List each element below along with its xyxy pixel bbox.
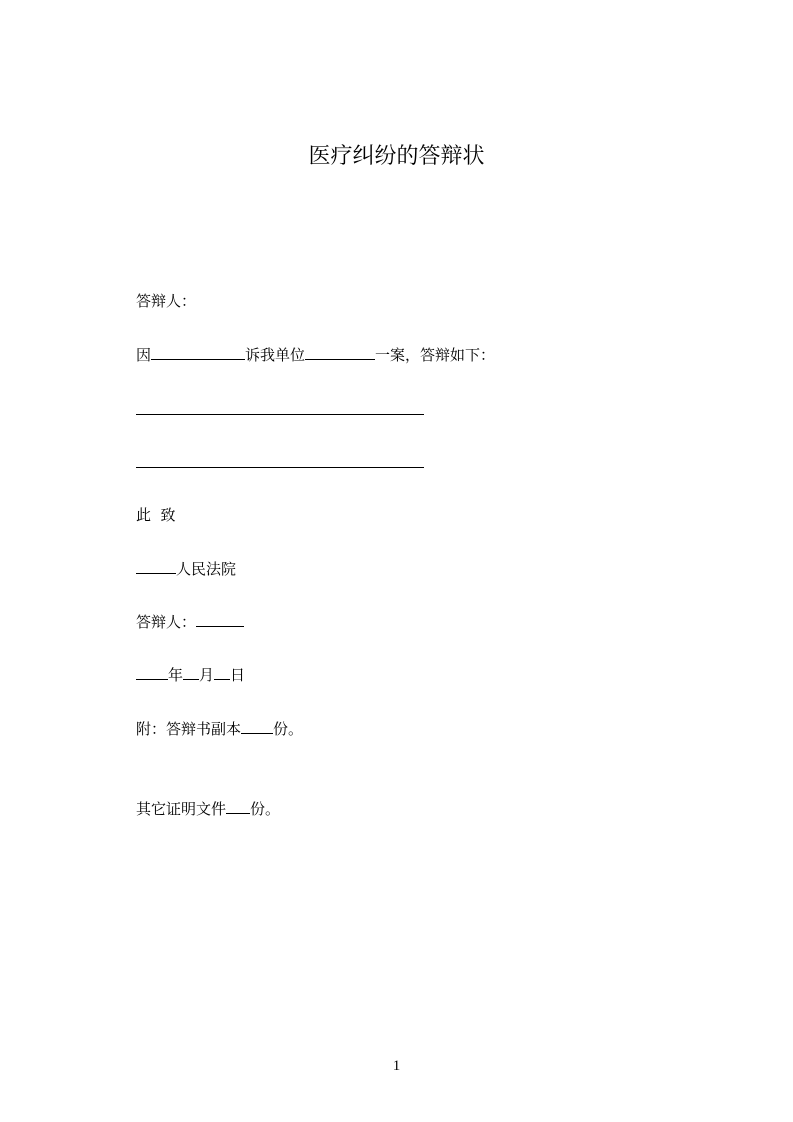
signature-label: 答辩人： [136, 613, 197, 631]
month-blank [183, 665, 199, 680]
attachment-evidence-prefix: 其它证明文件 [136, 800, 227, 818]
page-number: 1 [392, 1058, 401, 1074]
year-blank [136, 665, 168, 680]
answer-content-line-1 [136, 414, 424, 415]
month-label: 月 [199, 666, 215, 684]
court-name-blank [136, 559, 176, 574]
case-line-prefix: 因 [136, 346, 152, 364]
day-blank [214, 665, 230, 680]
attachment-copies-line [136, 719, 303, 739]
salutation: 此 致 [136, 506, 176, 524]
copies-count-blank [241, 719, 273, 734]
attachment-copies-prefix: 附：答辩书副本 [136, 720, 242, 738]
case-type-blank [305, 345, 375, 360]
court-suffix: 人民法院 [176, 560, 237, 578]
plaintiff-blank [151, 345, 245, 360]
answer-content-line-2 [136, 467, 424, 468]
attachment-evidence-suffix: 份。 [250, 800, 281, 818]
attachment-copies-suffix: 份。 [273, 720, 304, 738]
court-line [136, 559, 236, 579]
signature-line [136, 612, 244, 632]
case-line-middle: 诉我单位 [245, 346, 306, 364]
date-line [136, 665, 245, 685]
case-line [136, 345, 495, 365]
document-title: 医疗纠纷的答辩状 [308, 144, 485, 169]
day-label: 日 [230, 666, 246, 684]
attachment-evidence-line [136, 799, 280, 819]
respondent-label: 答辩人： [136, 292, 197, 310]
year-label: 年 [168, 666, 184, 684]
evidence-count-blank [226, 799, 250, 814]
signature-blank [196, 612, 244, 627]
case-line-suffix: 一案，答辩如下： [375, 346, 496, 364]
